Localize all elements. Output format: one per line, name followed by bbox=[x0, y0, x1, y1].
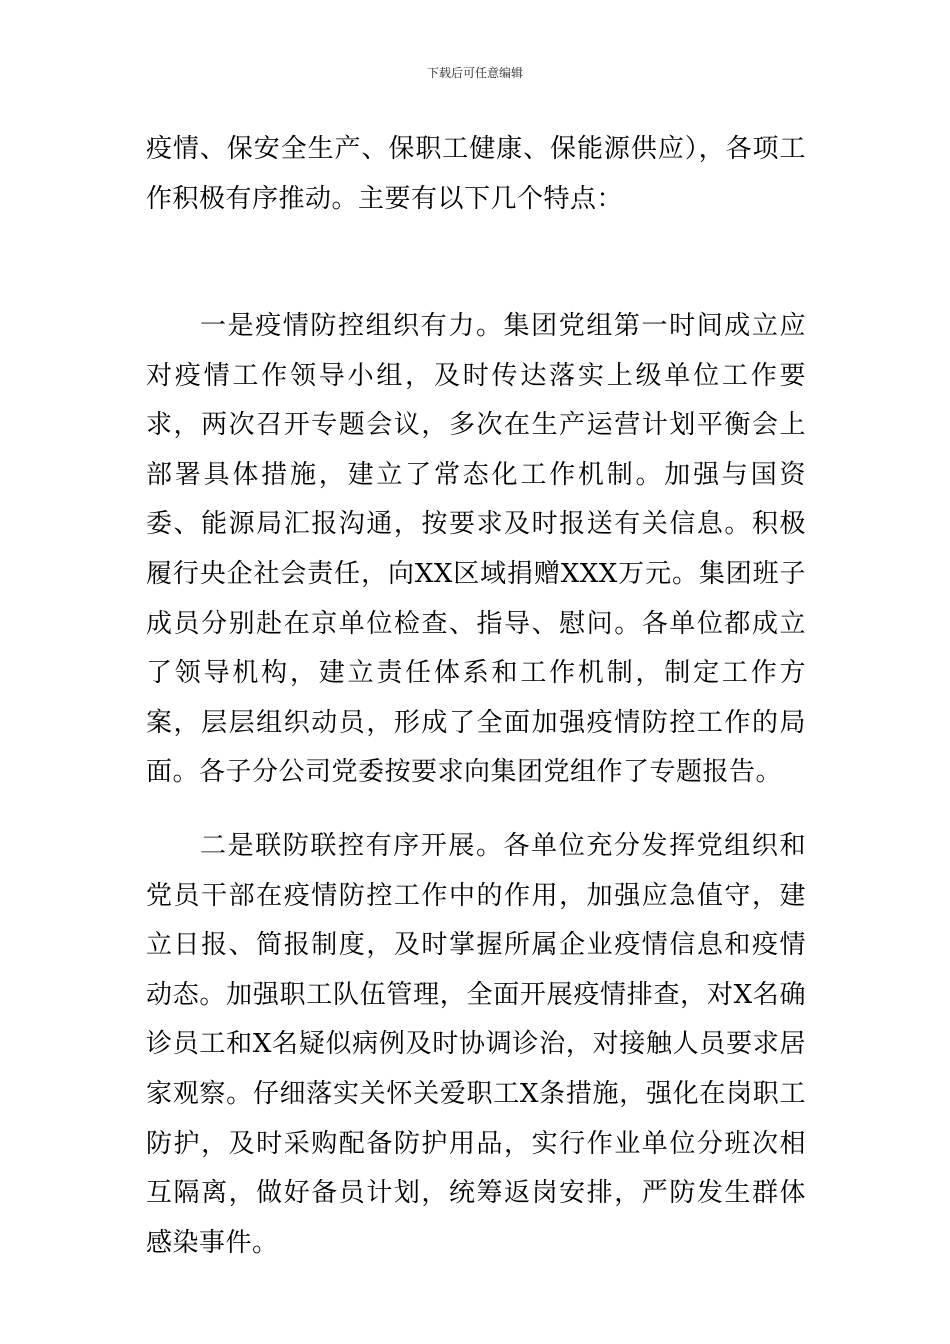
paragraph-epidemic-control-organization: 一是疫情防控组织有力。集团党组第一时间成立应对疫情工作领导小组，及时传达落实上级单位工作要求，两次召开专题会议，多次在生产运营计划平衡会上部署具体措施，建立了常态化工作机制。加强与国资委、能源局汇报沟通，按要求及时报送有关信息。积极履行央企社会责任，向XX区域捐赠XXX万元。集团班子成员分别赴在京单位检查、指导、慰问。各单位都成立了领导机构，建立责任体系和工作机制，制定工作方案，层层组织动员，形成了全面加强疫情防控工作的局面。各子分公司党委按要求向集团党组作了专题报告。 bbox=[146, 311, 806, 788]
paragraph-joint-prevention-control: 二是联防联控有序开展。各单位充分发挥党组织和党员干部在疫情防控工作中的作用，加强应急值守，建立日报、简报制度，及时掌握所属企业疫情信息和疫情动态。加强职工队伍管理，全面开展疫情排查，对X名确诊员工和X名疑似病例及时协调诊治，对接触人员要求居家观察。仔细落实关怀关爱职工X条措施，强化在岗职工防护，及时采购配备防护用品，实行作业单位分班次相互隔离，做好备员计划，统筹返岗安排，严防发生群体感染事件。 bbox=[146, 831, 806, 1258]
paragraph-continuation: 疫情、保安全生产、保职工健康、保能源供应），各项工作积极有序推动。主要有以下几个特点： bbox=[146, 134, 806, 214]
page-header: 下载后可任意编辑 bbox=[426, 66, 523, 80]
